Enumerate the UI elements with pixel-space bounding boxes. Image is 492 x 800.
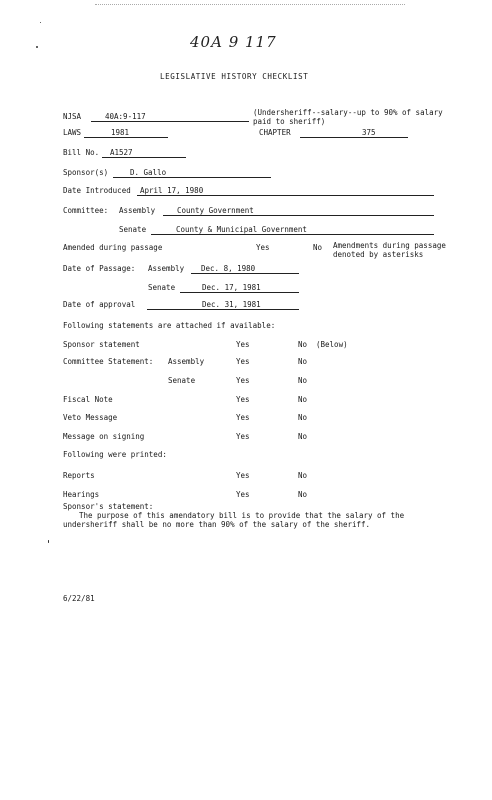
amended-label: Amended during passage xyxy=(63,243,163,252)
committee-statement-assembly-label: Assembly xyxy=(168,357,205,366)
handwritten-reference: 40A 9 117 xyxy=(190,33,277,51)
committee-assembly-label: Assembly xyxy=(119,206,156,215)
scan-speck xyxy=(40,22,41,23)
reports-no: No xyxy=(298,471,308,480)
bill-label: Bill No. xyxy=(63,148,100,157)
reports-yes: Yes xyxy=(236,471,250,480)
sponsor-statement-heading: Sponsor's statement: xyxy=(63,502,154,511)
scan-speck xyxy=(36,46,38,48)
committee-assembly-value: County Government xyxy=(177,206,254,215)
amended-note: Amendments during passage denoted by asterisks xyxy=(333,241,446,259)
approval-label: Date of approval xyxy=(63,300,136,309)
bill-value: A1527 xyxy=(110,148,133,157)
sponsor-statement-text: The purpose of this amendatory bill is to provide that the salary of the undersheriff shall be no more than 90% of the salary of the sheriff. xyxy=(63,511,405,529)
printed-heading: Following were printed: xyxy=(63,450,167,459)
scan-top-artifact xyxy=(95,4,405,5)
amended-no: No xyxy=(313,243,323,252)
amended-yes: Yes xyxy=(256,243,270,252)
passage-senate-field xyxy=(180,283,299,293)
hearings-label: Hearings xyxy=(63,490,100,499)
attached-heading: Following statements are attached if available: xyxy=(63,321,276,330)
sponsor-field xyxy=(113,168,271,178)
committee-senate-value: County & Municipal Government xyxy=(176,225,307,234)
veto-message-label: Veto Message xyxy=(63,413,118,422)
committee-statement-assembly-no: No xyxy=(298,357,308,366)
document-title: LEGISLATIVE HISTORY CHECKLIST xyxy=(160,72,309,81)
veto-message-yes: Yes xyxy=(236,413,250,422)
committee-assembly-field xyxy=(163,206,434,216)
committee-senate-field xyxy=(151,225,434,235)
passage-senate-value: Dec. 17, 1981 xyxy=(202,283,261,292)
laws-field xyxy=(84,128,168,138)
signing-message-no: No xyxy=(298,432,308,441)
passage-senate-label: Senate xyxy=(148,283,176,292)
laws-label: LAWS xyxy=(63,128,82,137)
signing-message-label: Message on signing xyxy=(63,432,145,441)
hearings-no: No xyxy=(298,490,308,499)
committee-statement-assembly-yes: Yes xyxy=(236,357,250,366)
fiscal-note-label: Fiscal Note xyxy=(63,395,113,404)
bill-field xyxy=(102,148,186,158)
committee-label: Committee: xyxy=(63,206,109,215)
passage-assembly-value: Dec. 8, 1980 xyxy=(201,264,256,273)
approval-value: Dec. 31, 1981 xyxy=(202,300,261,309)
date-introduced-field xyxy=(137,186,434,196)
committee-senate-label: Senate xyxy=(119,225,147,234)
njsa-value: 40A:9-117 xyxy=(105,112,146,121)
fiscal-note-yes: Yes xyxy=(236,395,250,404)
sponsor-label: Sponsor(s) xyxy=(63,168,109,177)
footer-date: 6/22/81 xyxy=(63,594,95,603)
njsa-field xyxy=(91,112,249,122)
veto-message-no: No xyxy=(298,413,308,422)
chapter-label: CHAPTER xyxy=(259,128,291,137)
passage-assembly-label: Assembly xyxy=(148,264,185,273)
sponsor-statement-yes: Yes xyxy=(236,340,250,349)
passage-assembly-field xyxy=(191,264,299,274)
sponsor-statement-no: No xyxy=(298,340,308,349)
sponsor-value: D. Gallo xyxy=(130,168,167,177)
date-introduced-label: Date Introduced xyxy=(63,186,131,195)
committee-statement-senate-label: Senate xyxy=(168,376,196,385)
scan-speck xyxy=(48,540,49,543)
fiscal-note-no: No xyxy=(298,395,308,404)
sponsor-statement-label: Sponsor statement xyxy=(63,340,140,349)
hearings-yes: Yes xyxy=(236,490,250,499)
committee-statement-senate-no: No xyxy=(298,376,308,385)
chapter-field xyxy=(300,128,408,138)
passage-label: Date of Passage: xyxy=(63,264,136,273)
committee-statement-label: Committee Statement: xyxy=(63,357,154,366)
chapter-value: 375 xyxy=(362,128,376,137)
reports-label: Reports xyxy=(63,471,95,480)
committee-statement-senate-yes: Yes xyxy=(236,376,250,385)
sponsor-statement-note: (Below) xyxy=(316,340,348,349)
signing-message-yes: Yes xyxy=(236,432,250,441)
laws-value: 1981 xyxy=(111,128,130,137)
njsa-description: (Undersheriff--salary--up to 90% of salary paid to sheriff) xyxy=(253,108,443,126)
njsa-label: NJSA xyxy=(63,112,82,121)
approval-field xyxy=(147,300,299,310)
date-introduced-value: April 17, 1980 xyxy=(140,186,204,195)
